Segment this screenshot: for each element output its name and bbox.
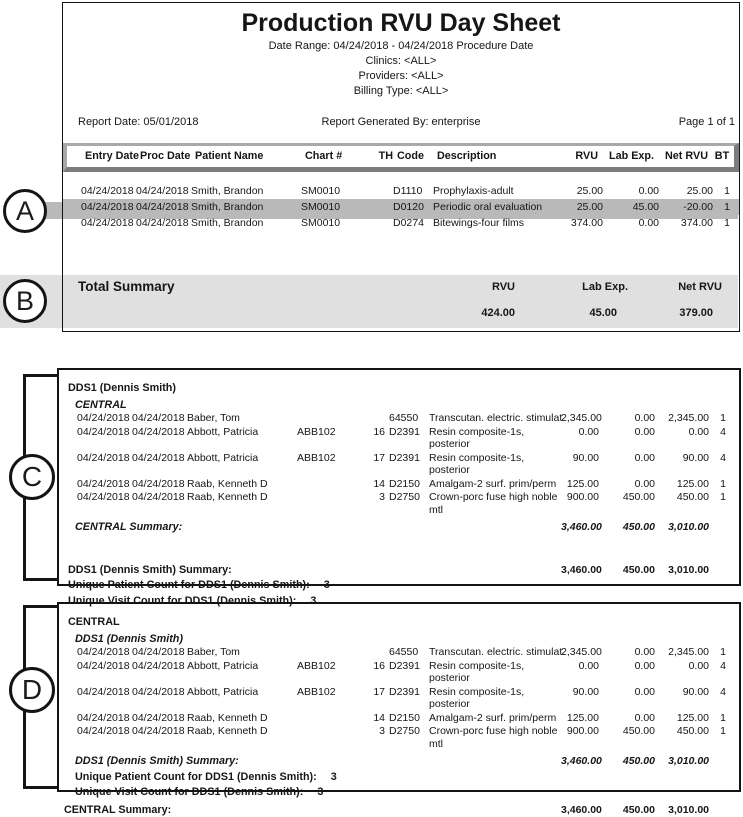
cell-pad [63,215,79,231]
total-summary-col-rvu: RVU [420,281,515,293]
summary-rvu-value: 3,460.00 [559,800,601,817]
cell-net: 0.00 [657,660,711,686]
count-line [59,784,735,800]
total-summary-col-net-rvu: Net RVU [627,281,722,293]
cell-code: 64550 [387,646,427,660]
cell-name: Smith, Brandon [189,215,299,231]
cell-chart: ABB102 [295,660,357,686]
cell-proc: 04/24/2018 [130,660,185,686]
cell-th [361,215,391,231]
cell-entry: 04/24/2018 [75,646,130,660]
cell-chart: SM0010 [299,215,361,231]
table-row [59,452,735,478]
cell-entry: 04/24/2018 [79,199,134,215]
clinic-grouped-table [59,613,735,817]
cell-lab: 0.00 [601,426,657,452]
group-header: CENTRAL [59,396,735,413]
cell-lab: 0.00 [605,215,661,231]
cell-th: 3 [357,491,387,517]
cell-desc: Resin composite-1s, posterior [427,426,559,452]
cell-name: Raab, Kenneth D [185,478,295,492]
cell-rvu: 900.00 [559,725,601,751]
cell-entry: 04/24/2018 [75,491,130,517]
cell-th: 14 [357,478,387,492]
cell-name: Raab, Kenneth D [185,712,295,726]
cell-desc: Bitewings-four films [431,215,563,231]
col-chart: Chart # [303,146,365,167]
cell-chart: SM0010 [299,199,361,215]
cell-entry: 04/24/2018 [75,660,130,686]
total-summary-net-rvu-value: 379.00 [618,307,713,319]
cell-chart [295,478,357,492]
col-code: Code [395,146,435,167]
summary-label: DDS1 (Dennis Smith) Summary: [59,560,559,578]
count-value: 3 [324,579,330,591]
cell-code: 64550 [387,412,427,426]
col-bt: BT [710,146,734,167]
total-summary-rvu-value: 424.00 [420,307,515,319]
cell-net: 90.00 [657,452,711,478]
cell-proc: 04/24/2018 [130,426,185,452]
summary-rvu-value: 3,460.00 [559,560,601,578]
cell-bt: 4 [711,452,735,478]
cell-desc: Amalgam-2 surf. prim/perm [427,712,559,726]
summary-net-value: 3,010.00 [657,560,711,578]
cell-chart: ABB102 [295,426,357,452]
summary-lab-value: 450.00 [601,751,657,769]
cell-entry: 04/24/2018 [75,452,130,478]
cell-th [361,199,391,215]
cell-rvu: 900.00 [559,491,601,517]
billing-type-line: Billing Type: <ALL> [63,85,739,97]
cell-lab: 0.00 [601,712,657,726]
cell-code: D0120 [391,199,431,215]
cell-net: 2,345.00 [657,646,711,660]
marker-d: D [9,667,55,713]
cell-bt: 4 [711,660,735,686]
cell-rvu: 125.00 [559,712,601,726]
table-row [59,712,735,726]
cell-code: D2150 [387,478,427,492]
col-patient-name: Patient Name [193,146,303,167]
cell-net: 125.00 [657,712,711,726]
cell-entry: 04/24/2018 [75,412,130,426]
cell-desc: Resin composite-1s, posterior [427,452,559,478]
spacer [59,535,735,560]
cell-pad [63,199,79,215]
cell-lab: 0.00 [601,452,657,478]
cell-pad [59,725,75,751]
procedure-table [63,183,739,231]
summary-label: CENTRAL Summary: [59,800,559,817]
summary-row [59,560,735,578]
cell-desc: Crown-porc fuse high noble mtl [427,725,559,751]
cell-code: D2750 [387,491,427,517]
cell-th: 17 [357,452,387,478]
cell-pad [59,712,75,726]
cell-name: Smith, Brandon [189,183,299,199]
summary-lab-value: 450.00 [601,517,657,535]
cell-bt: 1 [715,199,739,215]
cell-entry: 04/24/2018 [75,478,130,492]
bracket-c-top [23,374,59,377]
table-row [59,660,735,686]
cell-bt [711,560,735,578]
cell-proc: 04/24/2018 [134,215,189,231]
providers-line: Providers: <ALL> [63,70,739,82]
spacer-row [59,535,735,560]
cell-rvu: 2,345.00 [559,646,601,660]
cell-pad [59,452,75,478]
cell-lab: 450.00 [601,725,657,751]
cell-proc: 04/24/2018 [134,199,189,215]
table-row [59,426,735,452]
cell-th: 16 [357,426,387,452]
cell-rvu: 2,345.00 [559,412,601,426]
cell-chart [295,712,357,726]
summary-net-value: 3,010.00 [657,751,711,769]
total-summary-col-lab-exp: Lab Exp. [533,281,628,293]
cell-pad [59,686,75,712]
summary-row [59,751,735,769]
col-lab-exp: Lab Exp. [600,146,656,167]
cell-rvu: 90.00 [559,686,601,712]
cell-name: Abbott, Patricia [185,660,295,686]
cell-proc: 04/24/2018 [130,686,185,712]
marker-a: A [3,189,47,233]
cell-pad [59,426,75,452]
cell-bt [711,517,735,535]
table-row [59,686,735,712]
summary-rvu-value: 3,460.00 [559,751,601,769]
cell-name: Raab, Kenneth D [185,725,295,751]
cell-bt: 4 [711,686,735,712]
cell-proc: 04/24/2018 [130,491,185,517]
total-summary-lab-exp-value: 45.00 [522,307,617,319]
cell-lab: 0.00 [601,686,657,712]
col-entry-date: Entry Date [83,146,138,167]
cell-bt: 1 [715,215,739,231]
marker-b: B [3,279,47,323]
count-line [59,769,735,785]
cell-proc: 04/24/2018 [130,452,185,478]
summary-lab-value: 450.00 [601,800,657,817]
summary-rvu-value: 3,460.00 [559,517,601,535]
summary-lab-value: 450.00 [601,560,657,578]
cell-code: D0274 [391,215,431,231]
table-row [59,725,735,751]
cell-code: D2150 [387,712,427,726]
cell-rvu: 90.00 [559,452,601,478]
cell-desc: Amalgam-2 surf. prim/perm [427,478,559,492]
group-row [59,396,735,413]
table-row [63,215,739,231]
cell-net: 374.00 [661,215,715,231]
cell-desc: Crown-porc fuse high noble mtl [427,491,559,517]
cell-bt [711,800,735,817]
cell-desc: Resin composite-1s, posterior [427,660,559,686]
cell-bt: 1 [711,412,735,426]
cell-desc: Prophylaxis-adult [431,183,563,199]
cell-bt: 1 [711,712,735,726]
cell-code: D2391 [387,452,427,478]
cell-net: 2,345.00 [657,412,711,426]
marker-c: C [9,454,55,500]
cell-proc: 04/24/2018 [130,712,185,726]
cell-net: 450.00 [657,725,711,751]
group-header: DDS1 (Dennis Smith) [59,630,735,647]
cell-th [357,646,387,660]
cell-bt [711,751,735,769]
group-row [59,630,735,647]
cell-lab: 45.00 [605,199,661,215]
cell-entry: 04/24/2018 [75,725,130,751]
group-header: DDS1 (Dennis Smith) [59,379,735,396]
page-title: Production RVU Day Sheet [63,9,739,38]
cell-chart: ABB102 [295,452,357,478]
cell-bt: 1 [715,183,739,199]
cell-th [361,183,391,199]
cell-lab: 0.00 [601,412,657,426]
summary-row [59,800,735,817]
provider-grouped-table [59,379,735,608]
cell-pad [59,491,75,517]
cell-net: 125.00 [657,478,711,492]
cell-pad [59,646,75,660]
cell-rvu: 0.00 [559,660,601,686]
cell-rvu: 0.00 [559,426,601,452]
count-value: 3 [331,771,337,783]
group-header: CENTRAL [59,613,735,630]
cell-chart: SM0010 [299,183,361,199]
cell-chart [295,646,357,660]
table-row [63,199,739,215]
cell-name: Baber, Tom [185,646,295,660]
cell-lab: 0.00 [601,478,657,492]
cell-code: D2391 [387,426,427,452]
cell-entry: 04/24/2018 [79,215,134,231]
count-row [59,769,735,785]
cell-code: D2391 [387,686,427,712]
cell-code: D2391 [387,660,427,686]
section-d-box [57,602,741,792]
summary-net-value: 3,010.00 [657,517,711,535]
cell-th: 16 [357,660,387,686]
cell-chart [295,412,357,426]
count-label: Unique Patient Count for DDS1 (Dennis Smith): [68,579,310,591]
count-value: 3 [310,595,316,607]
cell-chart [295,725,357,751]
summary-net-value: 3,010.00 [657,800,711,817]
cell-net: -20.00 [661,199,715,215]
group-row [59,379,735,396]
cell-rvu: 25.00 [563,183,605,199]
col-description: Description [435,146,558,167]
cell-name: Abbott, Patricia [185,426,295,452]
cell-lab: 0.00 [601,646,657,660]
table-row [59,478,735,492]
cell-bt: 1 [711,478,735,492]
cell-rvu: 125.00 [559,478,601,492]
count-value: 3 [317,786,323,798]
cell-chart: ABB102 [295,686,357,712]
header-row [67,146,734,167]
col-rvu: RVU [558,146,600,167]
date-range-line: Date Range: 04/24/2018 - 04/24/2018 Procedure Date [63,40,739,52]
cell-pad [63,183,79,199]
cell-desc: Transcutan. electric. stimulat. [427,412,559,426]
cell-proc: 04/24/2018 [130,478,185,492]
cell-bt: 1 [711,646,735,660]
cell-chart [295,491,357,517]
total-summary-label: Total Summary [78,279,175,294]
count-label: Unique Patient Count for DDS1 (Dennis Smith): [75,771,317,783]
count-label: Unique Visit Count for DDS1 (Dennis Smith): [68,595,296,607]
cell-th: 3 [357,725,387,751]
summary-label: DDS1 (Dennis Smith) Summary: [59,751,559,769]
cell-net: 450.00 [657,491,711,517]
count-row [59,577,735,593]
cell-name: Abbott, Patricia [185,686,295,712]
cell-entry: 04/24/2018 [75,712,130,726]
cell-pad [59,412,75,426]
cell-th: 14 [357,712,387,726]
cell-code: D1110 [391,183,431,199]
count-row [59,784,735,800]
table-header-row [67,146,734,167]
generated-by: Report Generated By: enterprise [63,116,739,128]
cell-desc: Resin composite-1s, posterior [427,686,559,712]
cell-name: Smith, Brandon [189,199,299,215]
summary-row [59,517,735,535]
cell-th: 17 [357,686,387,712]
section-c-box [57,368,741,586]
cell-proc: 04/24/2018 [130,412,185,426]
bracket-c-bottom [23,578,59,581]
cell-entry: 04/24/2018 [75,686,130,712]
col-th: TH [365,146,395,167]
table-row [59,491,735,517]
bracket-d-top [23,605,59,608]
col-net-rvu: Net RVU [656,146,710,167]
cell-proc: 04/24/2018 [130,646,185,660]
cell-name: Abbott, Patricia [185,452,295,478]
cell-proc: 04/24/2018 [130,725,185,751]
cell-lab: 0.00 [605,183,661,199]
cell-name: Raab, Kenneth D [185,491,295,517]
cell-bt: 1 [711,491,735,517]
col-proc-date: Proc Date [138,146,193,167]
cell-name: Baber, Tom [185,412,295,426]
cell-entry: 04/24/2018 [79,183,134,199]
cell-net: 25.00 [661,183,715,199]
cell-rvu: 25.00 [563,199,605,215]
cell-bt: 1 [711,725,735,751]
cell-th [357,412,387,426]
cell-net: 0.00 [657,426,711,452]
table-row [63,183,739,199]
cell-lab: 450.00 [601,491,657,517]
cell-rvu: 374.00 [563,215,605,231]
cell-proc: 04/24/2018 [134,183,189,199]
report-date: Report Date: 05/01/2018 [78,116,198,128]
count-label: Unique Visit Count for DDS1 (Dennis Smith): [75,786,303,798]
count-line [59,577,735,593]
cell-net: 90.00 [657,686,711,712]
cell-entry: 04/24/2018 [75,426,130,452]
group-row [59,613,735,630]
page-number: Page 1 of 1 [679,116,735,128]
bracket-d-bottom [23,786,59,789]
clinics-line: Clinics: <ALL> [63,55,739,67]
cell-bt: 4 [711,426,735,452]
cell-desc: Periodic oral evaluation [431,199,563,215]
table-row [59,412,735,426]
summary-label: CENTRAL Summary: [59,517,559,535]
table-row [59,646,735,660]
cell-pad [59,478,75,492]
cell-desc: Transcutan. electric. stimulat. [427,646,559,660]
table-header-bezel [63,143,739,172]
cell-code: D2750 [387,725,427,751]
cell-pad [59,660,75,686]
cell-lab: 0.00 [601,660,657,686]
